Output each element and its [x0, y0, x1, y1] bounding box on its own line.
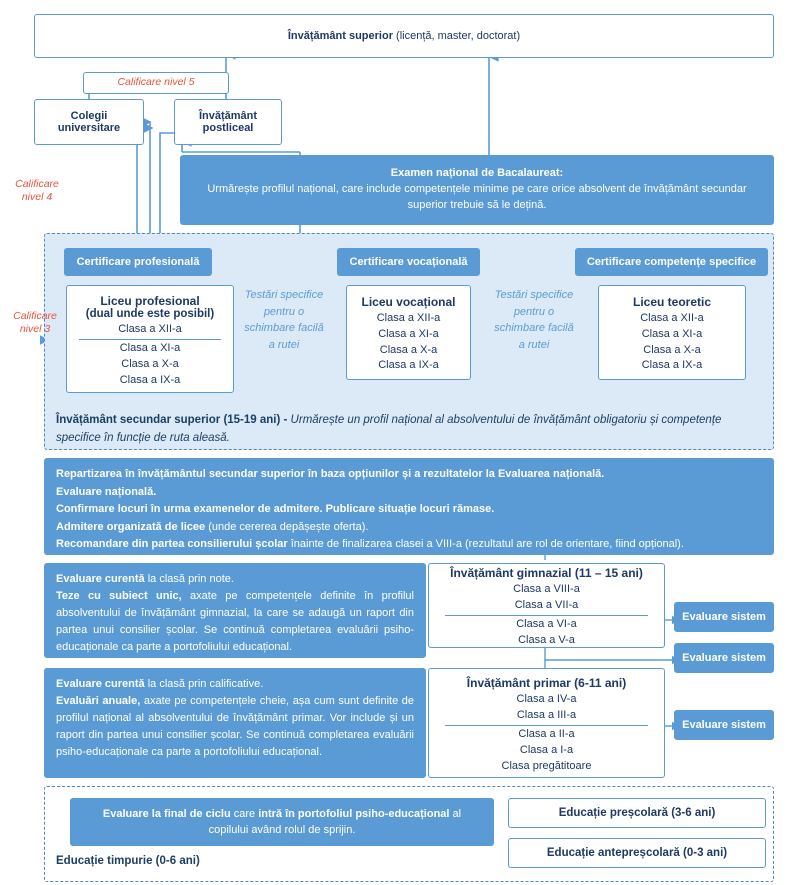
certificate-vocational-box	[337, 248, 480, 276]
antepreschool-box	[508, 838, 766, 868]
system-evaluation-box-2	[674, 643, 774, 673]
certificate-professional-box	[64, 248, 212, 276]
vocational-track-title: Liceu vocațional	[361, 294, 456, 309]
admission-line-4: Admitere organizată de licee (unde cererea depășește oferta).	[56, 520, 369, 533]
baccalaureate-body: Urmărește profilul național, care include competențele minime pe care orice absolvent de învățământ secundar superior trebuie să le dețină.	[207, 182, 747, 211]
theoretical-grade-11: Clasa a XI-a	[641, 327, 703, 340]
primary-grade-3: Clasa a III-a	[516, 709, 577, 722]
divider	[445, 725, 647, 726]
gymnasium-grade-7: Clasa a VII-a	[514, 599, 579, 612]
certificate-specific-label: Certificare competențe specifice	[586, 256, 757, 268]
qualification-level4-label: Calificare nivel 4	[15, 178, 59, 204]
higher-education-title: Învățământ superior (licență, master, doctorat)	[287, 30, 521, 42]
professional-grade-9: Clasa a IX-a	[119, 373, 181, 386]
university-colleges-line2: universitare	[57, 122, 121, 134]
preschool-box	[508, 798, 766, 828]
admission-line-2: Evaluare națională.	[56, 485, 157, 498]
gymnasium-title: Învățământ gimnazial (11 – 15 ani)	[450, 566, 643, 581]
cycle-evaluation-text: Evaluare la final de ciclu care intră în portofoliul psiho-educațional al copilului având rolul de sprijin.	[102, 807, 462, 836]
primary-evaluation-block	[44, 668, 426, 778]
university-colleges-line1: Colegii	[70, 110, 108, 122]
theoretical-track-box	[598, 285, 746, 380]
primary-grade-2: Clasa a II-a	[518, 728, 575, 741]
baccalaureate-title: Examen național de Bacalaureat:	[390, 166, 564, 179]
vocational-grade-12: Clasa a XII-a	[376, 311, 441, 324]
professional-track-title-2: (dual unde este posibil)	[85, 308, 215, 321]
qualification-level5-box	[83, 72, 229, 94]
divider	[79, 339, 222, 340]
primary-title: Învățământ primar (6-11 ani)	[466, 676, 627, 691]
professional-grade-12: Clasa a XII-a	[118, 323, 182, 336]
certificate-specific-box	[575, 248, 768, 276]
vocational-grade-9: Clasa a IX-a	[378, 359, 439, 372]
gymnasium-eval-line-2: Teze cu subiect unic, axate pe competențele definite în profilul absolventului de învățământ gimnazial, la care se adaugă un raport din partea unui consilier școlar. Se continuă completarea evaluării psiho-educaționale ca parte a portofoliului educațional.	[56, 590, 414, 654]
admission-line-3: Confirmare locuri în urma examenelor de admitere. Publicare situație locuri rămase.	[56, 503, 495, 516]
system-evaluation-label: Evaluare sistem	[682, 611, 766, 623]
primary-eval-line-2: Evaluări anuale, axate pe competențele cheie, așa cum sunt definite de profilul național al absolventului de învățământ primar. Vor include și un raport din partea unui consilier școlar. Se continuă completarea evaluării psiho-educaționale ca parte a portofoliului educațional.	[56, 695, 414, 759]
system-evaluation-box-1	[674, 602, 774, 632]
gymnasium-grade-8: Clasa a VIII-a	[513, 583, 580, 596]
professional-track-box	[66, 285, 234, 393]
route-change-label-2: Testări specifice pentru o schimbare facilă a rutei	[494, 289, 574, 351]
primary-box	[428, 668, 665, 778]
primary-grade-4: Clasa a IV-a	[516, 693, 577, 706]
professional-grade-11: Clasa a XI-a	[119, 342, 181, 355]
postsecondary-box	[174, 99, 282, 145]
system-evaluation-label: Evaluare sistem	[682, 719, 766, 731]
professional-grade-10: Clasa a X-a	[121, 358, 179, 370]
upper-secondary-caption: Învățământ secundar superior (15-19 ani) - Urmărește un profil național al absolventului de învățământ obligatoriu și competențe specifice în funcție de ruta aleasă.	[56, 414, 722, 444]
gymnasium-grade-6: Clasa a VI-a	[516, 618, 577, 630]
qualification-level3-label: Calificare nivel 3	[13, 310, 57, 336]
primary-eval-line-1: Evaluare curentă la clasă prin calificative.	[56, 678, 264, 690]
antepreschool-label: Educație antepreșcolară (0-3 ani)	[546, 847, 728, 859]
cycle-evaluation-block	[70, 798, 494, 846]
vocational-grade-11: Clasa a XI-a	[378, 327, 439, 340]
theoretical-grade-12: Clasa a XII-a	[640, 311, 704, 324]
route-change-label-1: Testări specifice pentru o schimbare facilă a rutei	[244, 289, 324, 351]
gymnasium-eval-line-1: Evaluare curentă la clasă prin note.	[56, 573, 234, 585]
gymnasium-box	[428, 563, 665, 648]
professional-track-title-1: Liceu profesional	[100, 294, 200, 309]
university-colleges-box	[34, 99, 144, 145]
system-evaluation-box-3	[674, 710, 774, 740]
theoretical-grade-9: Clasa a IX-a	[641, 359, 703, 372]
certificate-vocational-label: Certificare vocațională	[349, 256, 468, 268]
qualification-level5-label: Calificare nivel 5	[117, 76, 195, 89]
system-evaluation-label: Evaluare sistem	[682, 652, 766, 664]
admission-block	[44, 458, 774, 555]
primary-grade-1: Clasa a I-a	[519, 743, 574, 756]
admission-line-1: Repartizarea în învățământul secundar superior în baza opțiunilor și a rezultatelor la Evaluarea națională.	[56, 468, 605, 480]
preschool-label: Educație preșcolară (3-6 ani)	[558, 807, 716, 819]
early-education-footer: Educație timpurie (0-6 ani)	[56, 855, 200, 867]
postsecondary-line1: Învățământ	[198, 110, 258, 122]
gymnasium-grade-5: Clasa a V-a	[518, 633, 575, 646]
higher-education-box	[34, 14, 774, 58]
theoretical-grade-10: Clasa a X-a	[643, 343, 701, 356]
admission-line-5: Recomandare din partea consilierului școlar înainte de finalizarea clasei a VIII-a (rezultatul are rol de orientare, fiind opțional).	[56, 538, 684, 551]
postsecondary-line2: postliceal	[202, 122, 254, 134]
theoretical-track-title: Liceu teoretic	[632, 294, 712, 309]
primary-grade-prep: Clasa pregătitoare	[501, 759, 592, 772]
vocational-track-box	[346, 285, 471, 380]
divider	[445, 615, 647, 616]
vocational-grade-10: Clasa a X-a	[379, 343, 438, 356]
certificate-professional-label: Certificare profesională	[76, 256, 200, 268]
gymnasium-evaluation-block	[44, 563, 426, 658]
baccalaureate-box	[180, 155, 774, 225]
